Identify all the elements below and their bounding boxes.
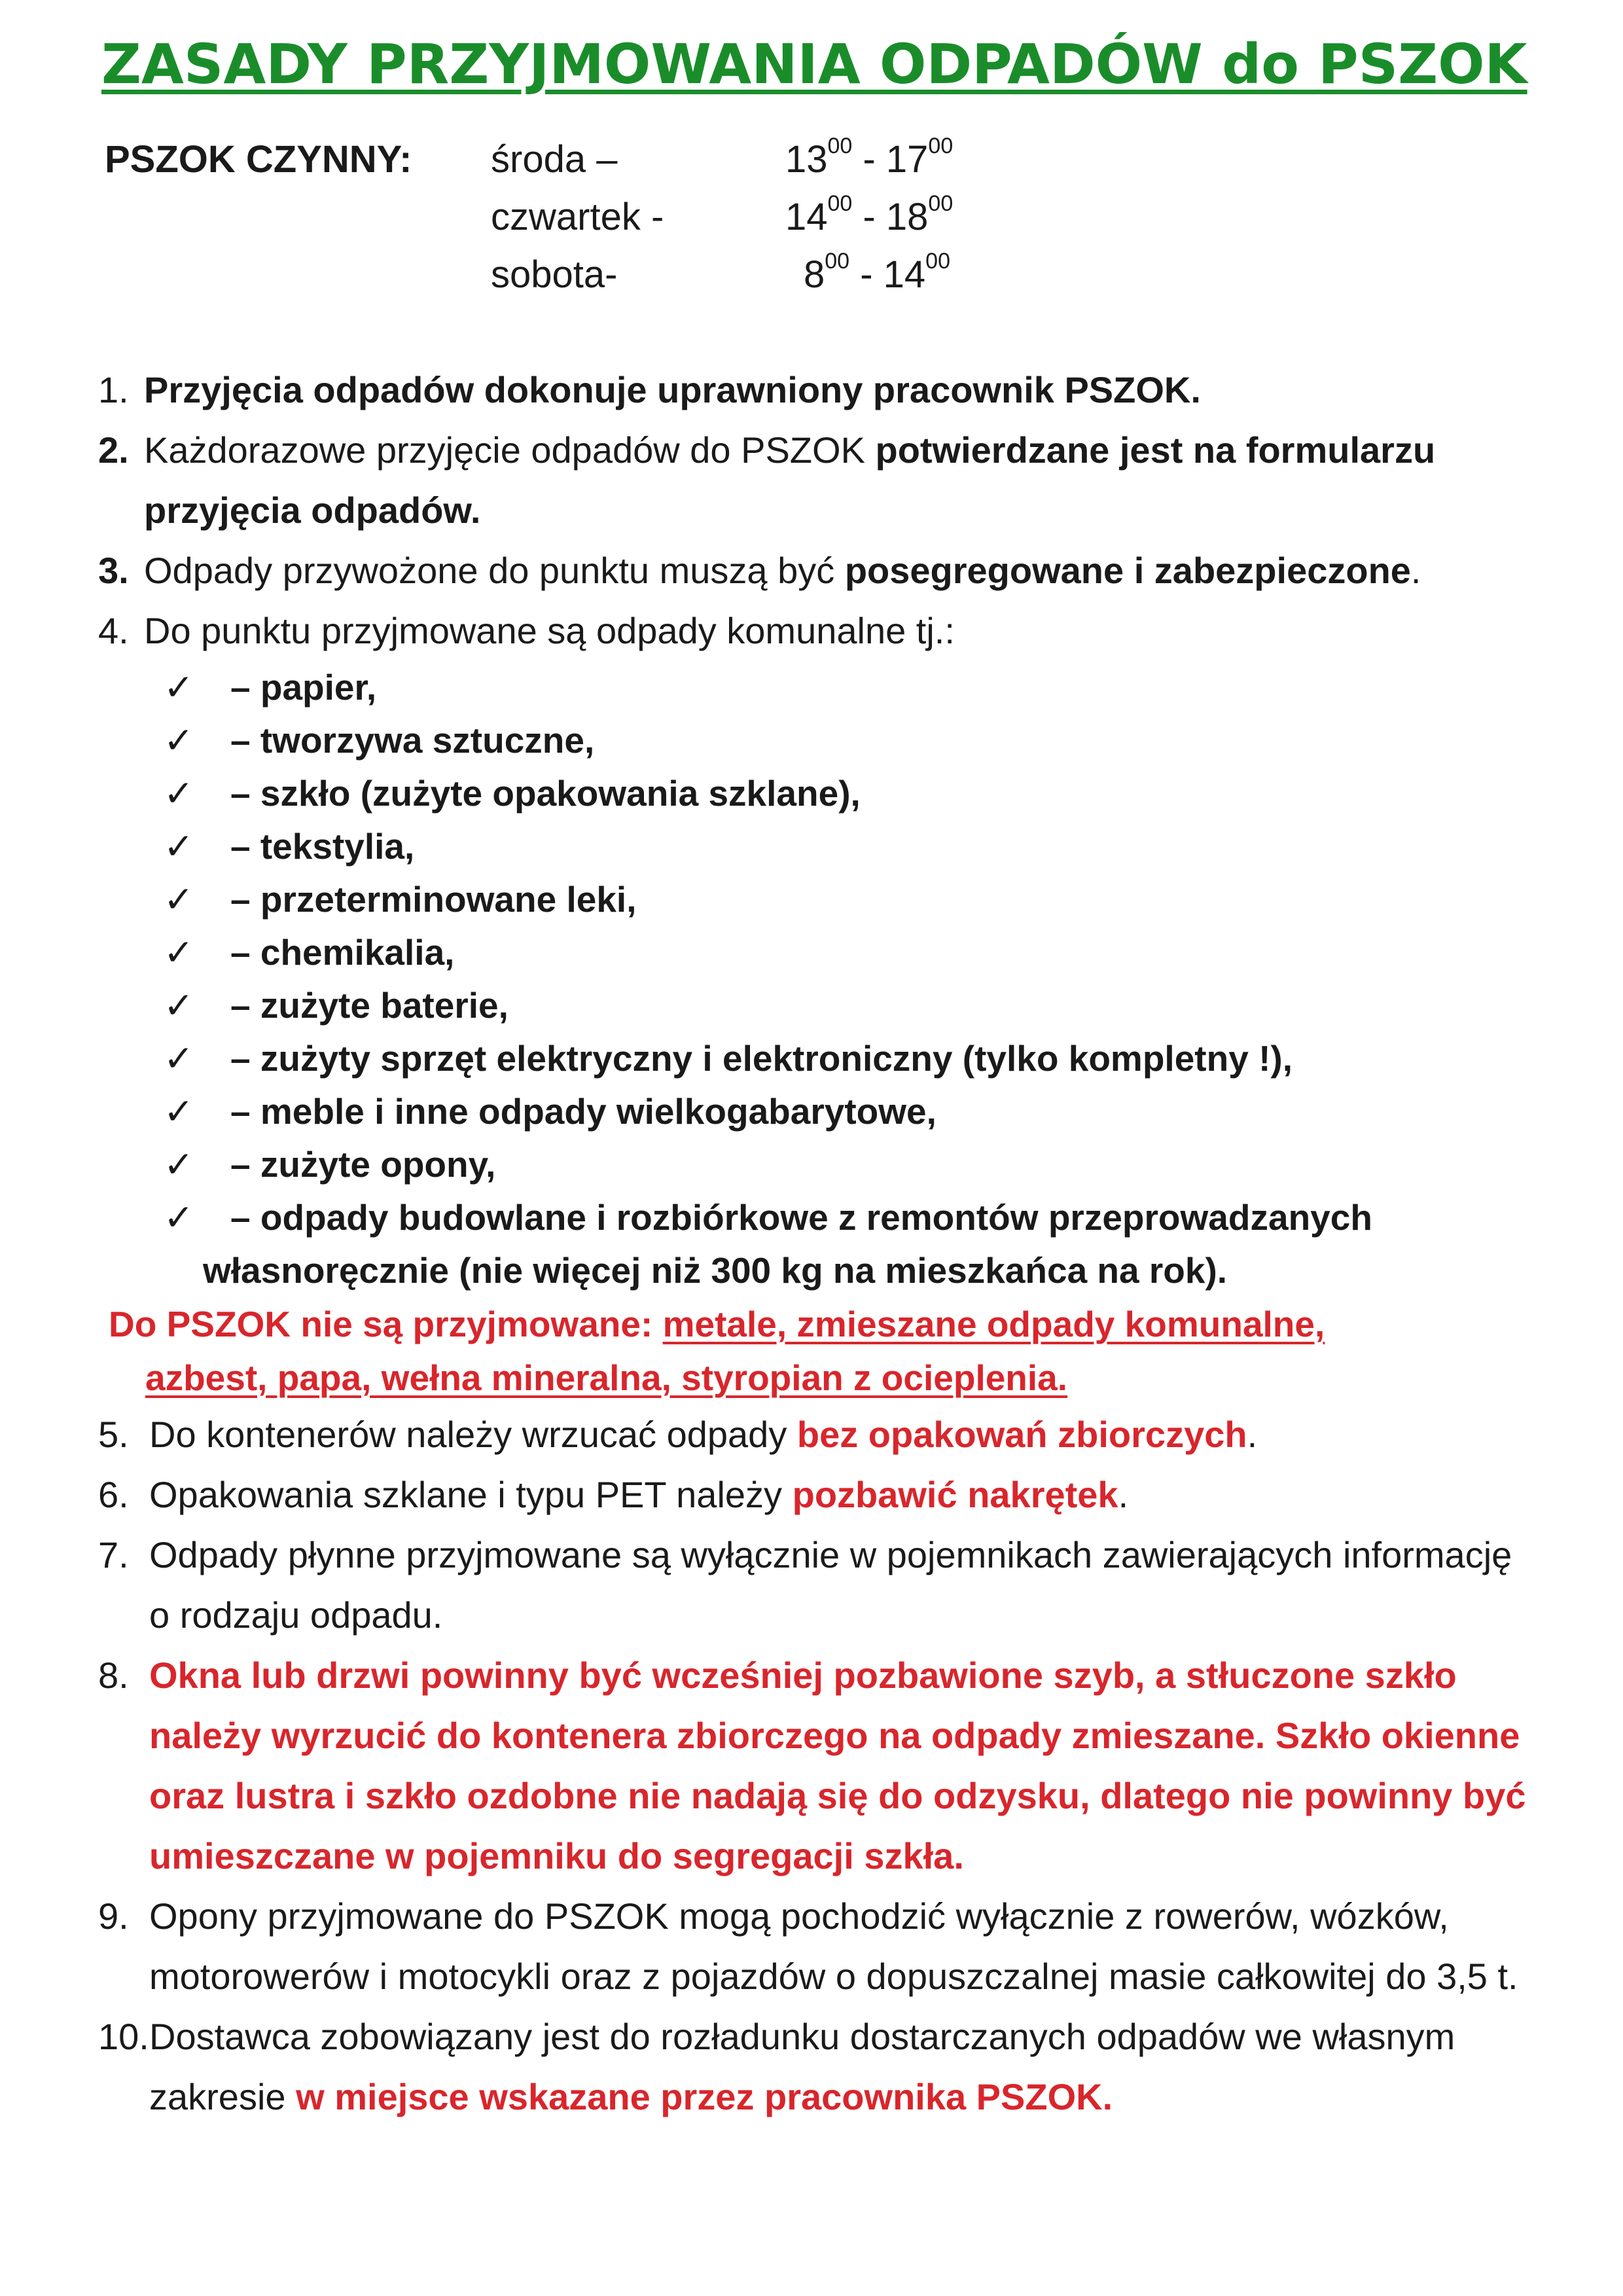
- day-label: sobota-: [491, 253, 618, 296]
- rule-number: 5.: [98, 1414, 129, 1455]
- list-item: ✓ – odpady budowlane i rozbiórkowe z remontów przeprowadzanych: [164, 1191, 1531, 1244]
- check-icon: ✓: [164, 1144, 194, 1185]
- list-item: ✓ – zużyte opony,: [164, 1138, 1531, 1191]
- list-item: ✓ – zużyty sprzęt elektryczny i elektroniczny (tylko kompletny !),: [164, 1032, 1531, 1085]
- rule-4: 4. Do punktu przyjmowane są odpady komunalne tj.:: [98, 601, 1531, 661]
- check-icon: ✓: [164, 826, 194, 867]
- rule-number: 2.: [98, 429, 129, 471]
- check-icon: ✓: [164, 1038, 194, 1079]
- page-title: ZASADY PRZYJMOWANIA ODPADÓW do PSZOK: [101, 32, 1527, 96]
- rule-number: 9.: [98, 1895, 129, 1937]
- rule-number: 10.: [98, 2016, 149, 2057]
- rule-9: 9. Opony przyjmowane do PSZOK mogą pochodzić wyłącznie z rowerów, wózków, motorowerów i motocykli oraz z pojazdów o dopuszczalnej masie całkowitej do 3,5 t.: [98, 1886, 1531, 2007]
- rule-10: 10. Dostawca zobowiązany jest do rozładunku dostarczanych odpadów we własnym zakresie w miejsce wskazane przez pracownika PSZOK.: [98, 2007, 1531, 2127]
- rule-number: 4.: [98, 610, 129, 651]
- list-item: ✓ – zużyte baterie,: [164, 979, 1531, 1032]
- time-range: $14^{00} - 18^{00}$: [785, 191, 954, 238]
- rule-1: 1. Przyjęcia odpadów dokonuje uprawniony pracownik PSZOK.: [98, 360, 1531, 420]
- not-accepted-note: Do PSZOK nie są przyjmowane: metale, zmieszane odpady komunalne, azbest, papa, wełna mineralna, styropian z ocieplenia.: [109, 1304, 1325, 1398]
- rule-8: 8. Okna lub drzwi powinny być wcześniej pozbawione szyb, a stłuczone szkło należy wyrzucić do kontenera zbiorczego na odpady zmieszane. Szkło okienne oraz lustra i szkło ozdobne nie nadają się do odzysku, dlatego nie powinny być umieszczane w pojemniku do segregacji szkła.: [98, 1645, 1531, 1886]
- rule-number: 7.: [98, 1534, 129, 1575]
- accepted-waste-list: [164, 661, 1531, 1297]
- list-item-continuation: własnoręcznie (nie więcej niż 300 kg na mieszkańca na rok).: [203, 1250, 1228, 1291]
- check-icon: ✓: [164, 773, 194, 814]
- day-label: środa –: [491, 138, 618, 181]
- hours-label: PSZOK CZYNNY:: [105, 138, 412, 181]
- check-icon: ✓: [164, 720, 194, 761]
- rule-5: 5. Do kontenerów należy wrzucać odpady bez opakowań zbiorczych.: [98, 1405, 1531, 1465]
- check-icon: ✓: [164, 985, 194, 1026]
- time-range: $8^{00} - 14^{00}$: [804, 249, 950, 296]
- rule-number: 1.: [98, 369, 129, 410]
- rule-number: 3.: [98, 550, 129, 591]
- rule-number: 6.: [98, 1474, 129, 1515]
- check-icon: ✓: [164, 932, 194, 973]
- list-item: ✓ – tworzywa sztuczne,: [164, 714, 1531, 767]
- list-item: ✓ – przeterminowane leki,: [164, 873, 1531, 926]
- rule-number: 8.: [98, 1655, 129, 1696]
- check-icon: ✓: [164, 667, 194, 708]
- check-icon: ✓: [164, 1091, 194, 1132]
- check-icon: ✓: [164, 1197, 194, 1238]
- rule-6: 6. Opakowania szklane i typu PET należy pozbawić nakrętek.: [98, 1465, 1531, 1525]
- rules-list: [98, 360, 1531, 2127]
- day-label: czwartek -: [491, 196, 664, 238]
- list-item: ✓ – szkło (zużyte opakowania szklane),: [164, 767, 1531, 820]
- list-item: ✓ – chemikalia,: [164, 926, 1531, 979]
- check-icon: ✓: [164, 879, 194, 920]
- rule-3: 3. Odpady przywożone do punktu muszą być posegregowane i zabezpieczone.: [98, 541, 1531, 601]
- list-item: ✓ – meble i inne odpady wielkogabarytowe,: [164, 1085, 1531, 1138]
- time-range: $13^{00} - 17^{00}$: [785, 134, 954, 181]
- list-item: ✓ – tekstylia,: [164, 820, 1531, 873]
- rule-7: 7. Odpady płynne przyjmowane są wyłącznie w pojemnikach zawierających informację o rodzaju odpadu.: [98, 1525, 1531, 1645]
- list-item: ✓ – papier,: [164, 661, 1531, 714]
- rule-2: 2. Każdorazowe przyjęcie odpadów do PSZOK potwierdzane jest na formularzu przyjęcia odpadów.: [98, 420, 1531, 541]
